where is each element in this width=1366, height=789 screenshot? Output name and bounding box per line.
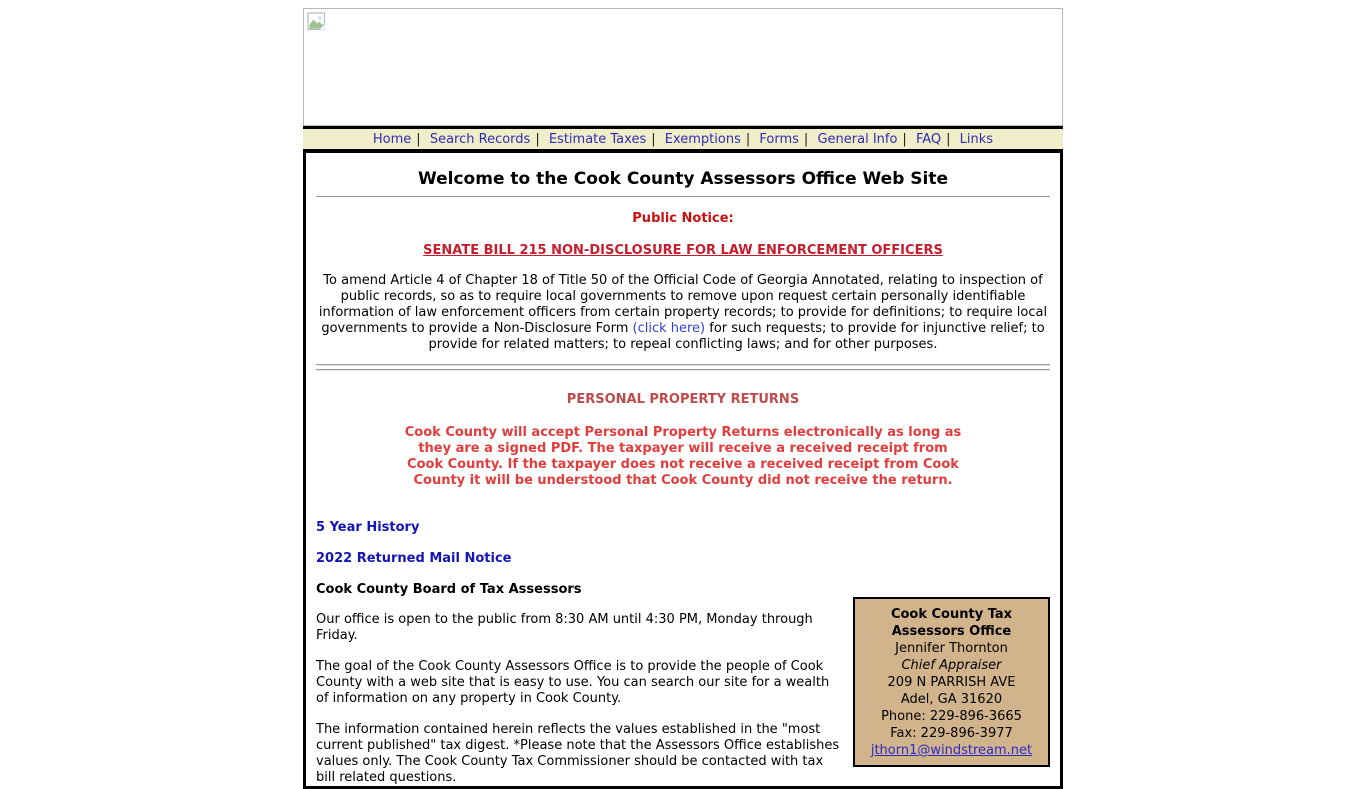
nav-separator: | xyxy=(416,132,421,147)
contact-phone: Phone: 229-896-3665 xyxy=(881,709,1022,724)
main-nav xyxy=(303,126,1063,153)
tax-digest-paragraph: The information contained herein reflects the values established in the "most current published" tax digest. *Please note that the Assessors Office establishes values only. The Cook County Tax Commissioner should be contacted with tax bill related questions. xyxy=(316,722,840,785)
nav-item-general-info[interactable]: General Info xyxy=(817,132,898,147)
nav-item-home[interactable]: Home xyxy=(372,132,412,147)
main-content xyxy=(303,153,1063,789)
contact-address-line2: Adel, GA 31620 xyxy=(900,692,1003,707)
five-year-history-link[interactable]: 5 Year History xyxy=(316,520,420,535)
personal-property-notice xyxy=(316,425,1050,489)
nav-separator: | xyxy=(651,132,656,147)
nav-separator: | xyxy=(535,132,540,147)
pp-line: Cook County. If the taxpayer does not receive a received receipt from Cook xyxy=(407,457,959,472)
pp-line: Cook County will accept Personal Property Returns electronically as long as xyxy=(404,425,962,440)
nav-separator: | xyxy=(902,132,907,147)
returned-mail-notice-link[interactable]: 2022 Returned Mail Notice xyxy=(316,551,512,566)
contact-person: Jennifer Thornton xyxy=(895,641,1008,656)
office-hours-paragraph: Our office is open to the public from 8:30 AM until 4:30 PM, Monday through Friday. xyxy=(316,612,813,643)
nav-separator: | xyxy=(745,132,751,147)
contact-office-name: Cook County Tax Assessors Office xyxy=(890,607,1013,639)
contact-address-line1: 209 N PARRISH AVE xyxy=(887,675,1016,690)
senate-bill-link[interactable]: SENATE BILL 215 NON-DISCLOSURE FOR LAW ENFORCEMENT OFFICERS xyxy=(423,243,943,258)
page-title: Welcome to the Cook County Assessors Office Web Site xyxy=(417,169,949,189)
personal-property-heading: PERSONAL PROPERTY RETURNS xyxy=(566,392,800,407)
nav-item-faq[interactable]: FAQ xyxy=(915,132,942,147)
broken-image-icon xyxy=(307,12,327,36)
contact-email-link[interactable]: jthorn1@windstream.net xyxy=(870,743,1033,758)
board-heading: Cook County Board of Tax Assessors xyxy=(316,582,582,597)
public-notice-paragraph xyxy=(316,273,1050,353)
site-logo-area xyxy=(303,8,1063,126)
click-here-link[interactable]: (click here) xyxy=(632,321,706,336)
nav-separator: | xyxy=(946,132,951,147)
nav-item-estimate-taxes[interactable]: Estimate Taxes xyxy=(548,132,647,147)
notice-text-after: for such requests; to provide for injunctive relief; to provide for related matters; to repeal conflicting laws; and for other purposes. xyxy=(428,321,1045,352)
public-notice-label: Public Notice: xyxy=(632,211,734,226)
nav-item-exemptions[interactable]: Exemptions xyxy=(664,132,741,147)
contact-person-title: Chief Appraiser xyxy=(901,658,1002,673)
office-goal-paragraph: The goal of the Cook County Assessors Office is to provide the people of Cook County with a web site that is easy to use. You can search our site for a wealth of information on any property in Cook County. xyxy=(316,659,830,706)
title-divider xyxy=(316,196,1050,197)
page-container xyxy=(303,8,1063,789)
pp-line: they are a signed PDF. The taxpayer will receive a received receipt from xyxy=(418,441,948,456)
nav-separator: | xyxy=(803,132,809,147)
notice-text-before: To amend Article 4 of Chapter 18 of Title 50 of the Official Code of Georgia Annotated, relating to inspection of public records, so as to require local governments to remove upon request certain personally identifiable information of law enforcement officers from certain property records; to provide for definitions; to require local governments to provide a Non-Disclosure Form xyxy=(318,273,1048,336)
contact-fax: Fax: 229-896-3977 xyxy=(890,726,1013,741)
pp-line: County it will be understood that Cook County did not receive the return. xyxy=(413,473,953,488)
nav-item-forms[interactable]: Forms xyxy=(759,132,799,147)
nav-item-links[interactable]: Links xyxy=(959,132,994,147)
nav-item-search-records[interactable]: Search Records xyxy=(429,132,531,147)
contact-box xyxy=(853,597,1050,767)
section-divider xyxy=(316,364,1050,371)
